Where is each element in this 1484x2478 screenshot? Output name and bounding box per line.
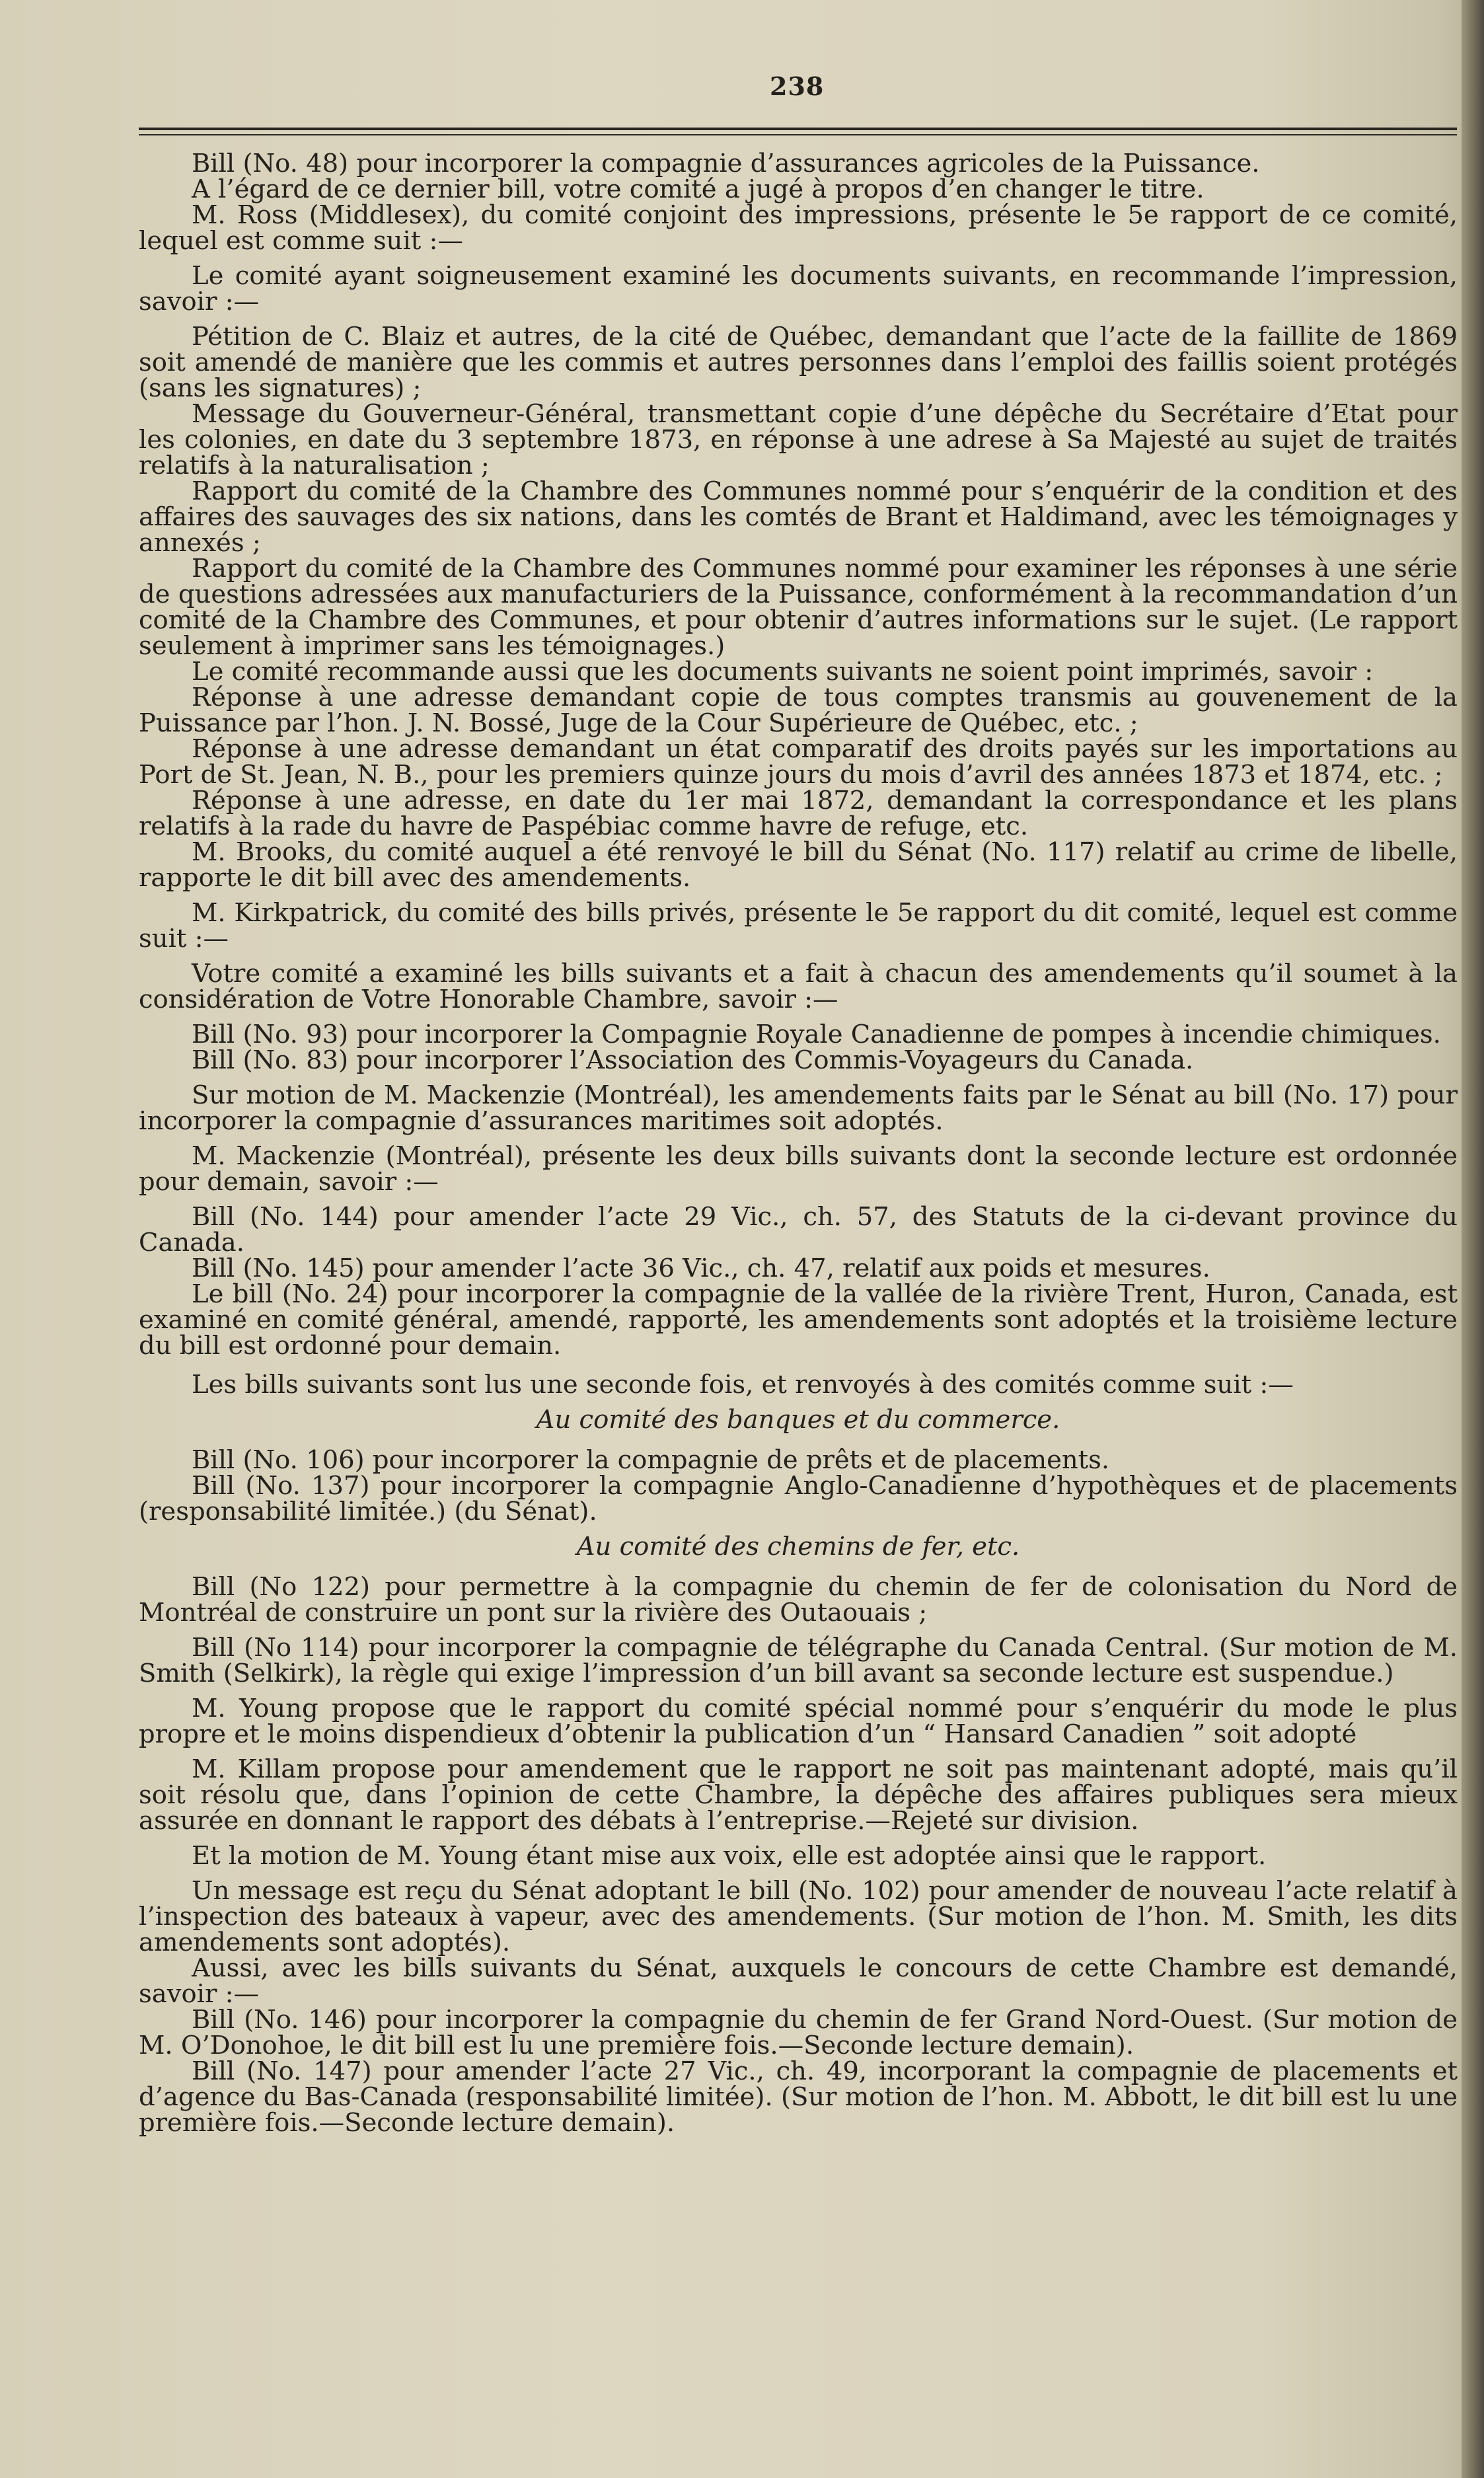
paragraph: Le comité ayant soigneusement examiné les documents suivants, en recommande l’impression, savoir :—	[139, 261, 1458, 317]
paragraph: M. Killam propose pour amendement que le rapport ne soit pas maintenant adopté, mais qu’il soit résolu que, dans l’opinion de cette Chambre, la dépêche des affaires publiques sera mieux assurée en donnant le rapport des débats à l’entreprise.—Rejeté sur division.	[139, 1754, 1458, 1836]
paragraph: Aussi, avec les bills suivants du Sénat, auxquels le concours de cette Chambre est demandé, savoir :—	[139, 1953, 1458, 2009]
paragraph: Bill (No. 146) pour incorporer la compagnie du chemin de fer Grand Nord-Ouest. (Sur motion de M. O’Donohoe, le dit bill est lu une première fois.—Seconde lecture demain).	[139, 2005, 1458, 2060]
paragraph: M. Ross (Middlesex), du comité conjoint des impressions, présente le 5e rapport de ce comité, lequel est comme suit :—	[139, 200, 1458, 256]
paragraph: Message du Gouverneur-Général, transmettant copie d’une dépêche du Secrétaire d’Etat pour les colonies, en date du 3 septembre 1873, en réponse à une adrese à Sa Majesté au sujet de traités relatifs à la naturalisation ;	[139, 399, 1458, 480]
paragraph: Les bills suivants sont lus une seconde fois, et renvoyés à des comités comme suit :—	[192, 1370, 1294, 1400]
header-rule-thin	[139, 134, 1457, 135]
paragraph: Et la motion de M. Young étant mise aux voix, elle est adoptée ainsi que le rapport.	[192, 1841, 1267, 1871]
paragraph: M. Mackenzie (Montréal), présente les deux bills suivants dont la seconde lecture est ordonnée pour demain, savoir :—	[139, 1141, 1458, 1197]
paragraph: Réponse à une adresse demandant un état comparatif des droits payés sur les importations au Port de St. Jean, N. B., pour les premiers quinze jours du mois d’avril des années 1873 et 1874, etc. ;	[139, 734, 1458, 790]
paragraph: Pétition de C. Blaiz et autres, de la cité de Québec, demandant que l’acte de la faillite de 1869 soit amendé de manière que les commis et autres personnes dans l’emploi des faillis soient protégés (sans les signatures) ;	[139, 322, 1458, 403]
paragraph: Le bill (No. 24) pour incorporer la compagnie de la vallée de la rivière Trent, Huron, Canada, est examiné en comité général, amendé, rapporté, les amendements sont adoptés et la troisième lecture du bill est ordonné pour demain.	[139, 1279, 1458, 1361]
page-binding-edge	[1462, 0, 1484, 2478]
paragraph: Réponse à une adresse, en date du 1er mai 1872, demandant la correspondance et les plans relatifs à la rade du havre de Paspébiac comme havre de refuge, etc.	[139, 786, 1458, 841]
paragraph: Votre comité a examiné les bills suivants et a fait à chacun des amendements qu’il soumet à la considération de Votre Honorable Chambre, savoir :—	[139, 959, 1458, 1014]
paragraph: Réponse à une adresse demandant copie de tous comptes transmis au gouvenement de la Puissance par l’hon. J. N. Bossé, Juge de la Cour Supérieure de Québec, etc. ;	[139, 683, 1458, 738]
paragraph: Bill (No. 106) pour incorporer la compagnie de prêts et de placements.	[192, 1445, 1110, 1475]
section-heading: Au comité des banques et du commerce.	[536, 1405, 1060, 1435]
paragraph: Un message est reçu du Sénat adoptant le bill (No. 102) pour amender de nouveau l’acte relatif à l’inspection des bateaux à vapeur, avec des amendements. (Sur motion de l’hon. M. Smith, les dits amendements sont adoptés).	[139, 1876, 1458, 1957]
paragraph: Le comité recommande aussi que les documents suivants ne soient point imprimés, savoir :	[192, 657, 1374, 687]
paragraph: Bill (No. 144) pour amender l’acte 29 Vic., ch. 57, des Statuts de la ci-devant province du Canada.	[139, 1202, 1458, 1258]
paragraph: Rapport du comité de la Chambre des Communes nommé pour examiner les réponses à une série de questions adressées aux manufacturiers de la Puissance, conformément à la recommandation d’un comité de la Chambre des Communes, et pour obtenir d’autres informations sur le sujet. (Le rapport seulement à imprimer sans les témoignages.)	[139, 554, 1458, 661]
paragraph: Bill (No. 145) pour amender l’acte 36 Vic., ch. 47, relatif aux poids et mesures.	[192, 1254, 1210, 1283]
header-rule-thick	[139, 128, 1457, 130]
paragraph: M. Kirkpatrick, du comité des bills privés, présente le 5e rapport du dit comité, lequel est comme suit :—	[139, 898, 1458, 954]
paragraph: Bill (No. 48) pour incorporer la compagnie d’assurances agricoles de la Puissance.	[192, 149, 1260, 178]
paragraph: M. Young propose que le rapport du comité spécial nommé pour s’enquérir du mode le plus propre et le moins dispendieux d’obtenir la publication d’un “ Hansard Canadien ” soit adopté	[139, 1694, 1458, 1749]
paragraph: A l’égard de ce dernier bill, votre comité a jugé à propos d’en changer le titre.	[192, 174, 1205, 204]
paragraph: Bill (No 114) pour incorporer la compagnie de télégraphe du Canada Central. (Sur motion de M. Smith (Selkirk), la règle qui exige l’impression d’un bill avant sa seconde lecture est suspendue.)	[139, 1633, 1458, 1688]
section-heading: Au comité des chemins de fer, etc.	[576, 1532, 1020, 1561]
paragraph: Bill (No 122) pour permettre à la compagnie du chemin de fer de colonisation du Nord de Montréal de construire un pont sur la rivière des Outaouais ;	[139, 1572, 1458, 1628]
paragraph: Bill (No. 93) pour incorporer la Compagnie Royale Canadienne de pompes à incendie chimiques.	[192, 1020, 1441, 1049]
paragraph: Bill (No. 83) pour incorporer l’Association des Commis-Voyageurs du Canada.	[192, 1045, 1194, 1075]
paragraph: Sur motion de M. Mackenzie (Montréal), les amendements faits par le Sénat au bill (No. 17) pour incorporer la compagnie d’assurances maritimes soit adoptés.	[139, 1080, 1458, 1136]
paragraph: Rapport du comité de la Chambre des Communes nommé pour s’enquérir de la condition et des affaires des sauvages des six nations, dans les comtés de Brant et Haldimand, avec les témoignages y annexés ;	[139, 476, 1458, 558]
page-number: 238	[770, 71, 825, 101]
journal-text	[139, 151, 1458, 2136]
paragraph: M. Brooks, du comité auquel a été renvoyé le bill du Sénat (No. 117) relatif au crime de libelle, rapporte le dit bill avec des amendements.	[139, 837, 1458, 893]
paragraph: Bill (No. 147) pour amender l’acte 27 Vic., ch. 49, incorporant la compagnie de placements et d’agence du Bas-Canada (responsabilité limitée). (Sur motion de l’hon. M. Abbott, le dit bill est lu une première fois.—Seconde lecture demain).	[139, 2056, 1458, 2138]
paragraph: Bill (No. 137) pour incorporer la compagnie Anglo-Canadienne d’hypothèques et de placements (responsabilité limitée.) (du Sénat).	[139, 1471, 1458, 1526]
